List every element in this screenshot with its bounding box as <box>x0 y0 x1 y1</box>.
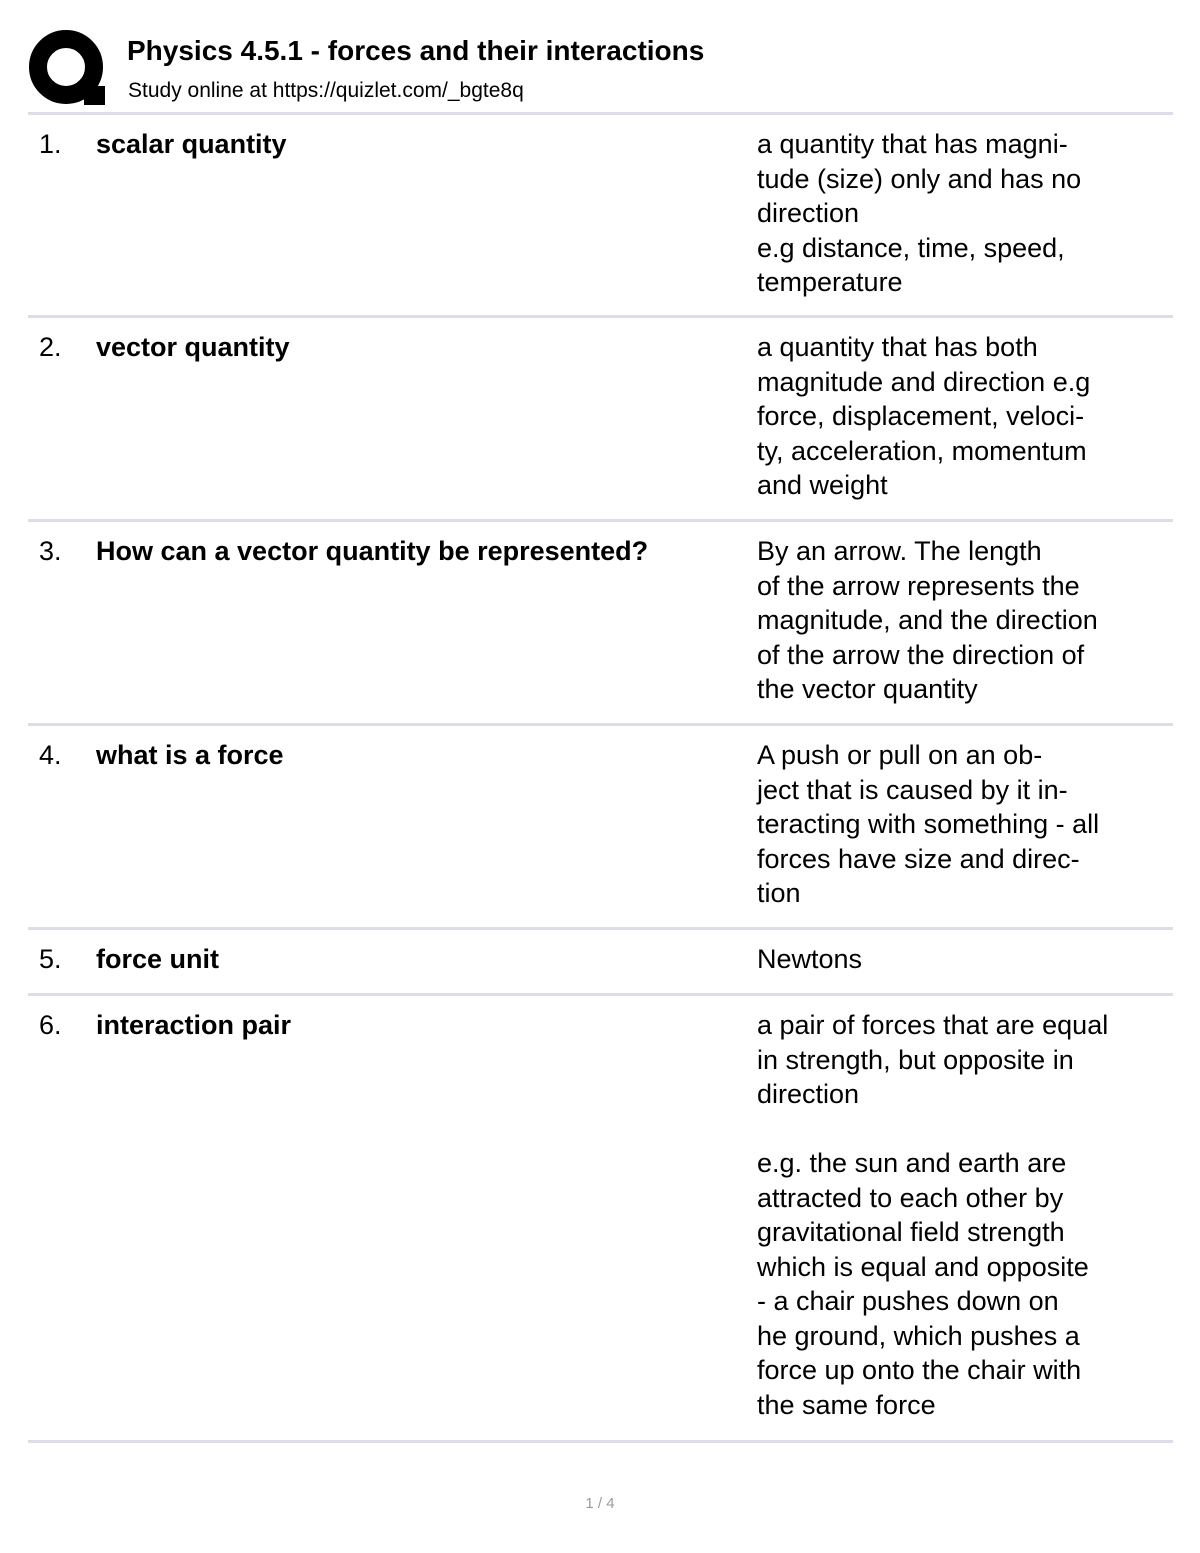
flashcard-row <box>28 726 1173 930</box>
card-definition: a pair of forces that are equal in strength, but opposite in direction e.g. the sun and earth are attracted to each other by gravitational field strength which is equal and opposite - a chair pushes down on he ground, which pushes a force up onto the chair with the same force <box>757 1010 1109 1420</box>
card-number: 4. <box>39 740 62 770</box>
card-number: 1. <box>39 129 62 159</box>
card-definition: A push or pull on an ob- ject that is caused by it in- teracting with something - all forces have size and direc- tion <box>757 740 1100 908</box>
card-definition: By an arrow. The length of the arrow represents the magnitude, and the direction of the arrow the direction of the vector quantity <box>757 536 1098 704</box>
card-number: 2. <box>39 332 62 362</box>
quizlet-logo-icon <box>28 28 108 108</box>
page-indicator: 1 / 4 <box>585 1495 615 1512</box>
card-term: How can a vector quantity be represented? <box>96 536 649 566</box>
flashcard-row <box>28 318 1173 522</box>
document-title: Physics 4.5.1 - forces and their interactions <box>127 35 705 66</box>
flashcard-row <box>28 996 1173 1443</box>
card-definition: a quantity that has both magnitude and direction e.g force, displacement, veloci- ty, acceleration, momentum and weight <box>757 332 1091 500</box>
flashcard-row <box>28 522 1173 726</box>
flashcard-list <box>28 115 1173 1443</box>
card-number: 6. <box>39 1010 62 1040</box>
card-term: scalar quantity <box>96 129 287 159</box>
page-header <box>0 0 1200 112</box>
flashcard-row <box>28 930 1173 996</box>
card-definition: a quantity that has magni- tude (size) only and has no direction e.g distance, time, speed, temperature <box>757 129 1082 297</box>
card-number: 3. <box>39 536 62 566</box>
card-term: interaction pair <box>96 1010 292 1040</box>
card-number: 5. <box>39 944 62 974</box>
card-definition: Newtons <box>757 944 863 974</box>
card-term: what is a force <box>96 740 284 770</box>
card-term: vector quantity <box>96 332 290 362</box>
flashcard-row <box>28 115 1173 318</box>
study-online-link[interactable]: Study online at https://quizlet.com/_bgte8q <box>128 79 524 102</box>
card-term: force unit <box>96 944 220 974</box>
